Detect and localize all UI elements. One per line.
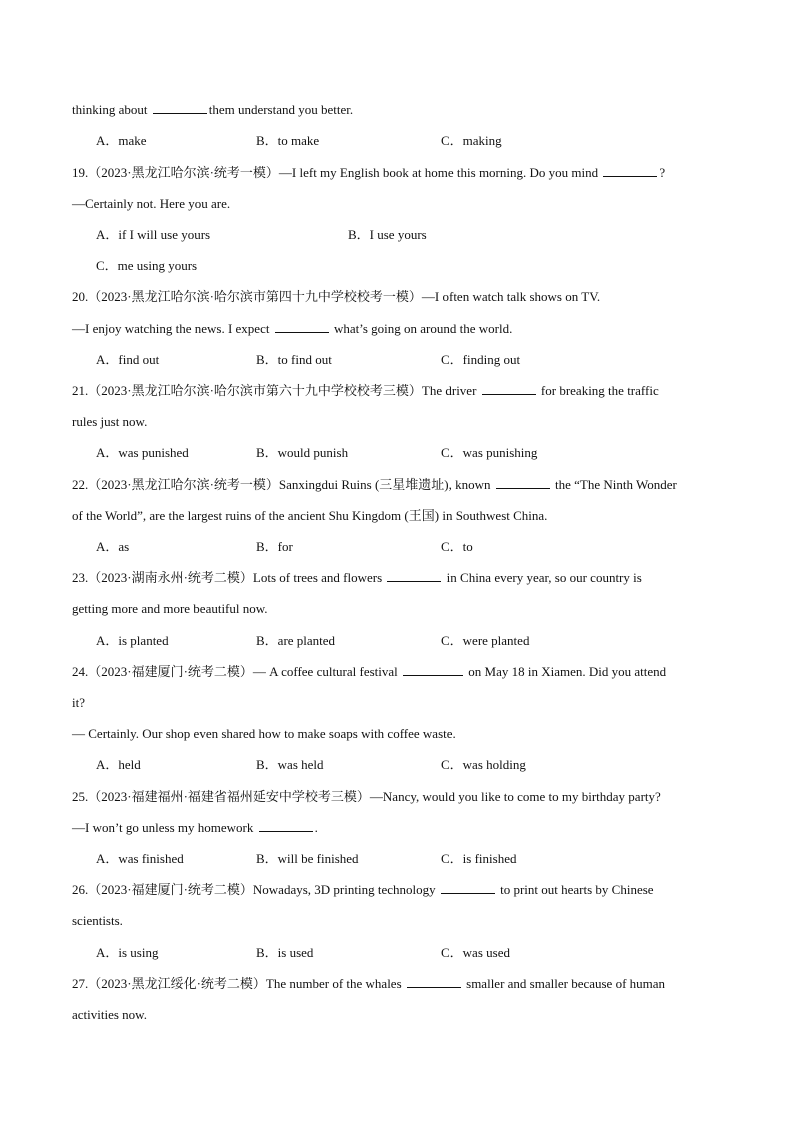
option-26-c: C．was used — [441, 945, 510, 960]
answer-blank — [407, 986, 461, 988]
question-23-line-2: getting more and more beautiful now. — [72, 601, 268, 616]
option-26-b: B．is used — [256, 945, 314, 960]
option-18-c: C．making — [441, 133, 502, 148]
question-26-line-1: 26.（2023·福建厦门·统考二模）Nowadays, 3D printing technology to print out hearts by Chinese — [72, 882, 654, 897]
option-19-c: C．me using yours — [96, 258, 198, 273]
option-25-a: A．was finished — [96, 851, 184, 866]
answer-blank — [496, 487, 550, 489]
option-25-c: C．is finished — [441, 851, 517, 866]
question-27-line-1: 27.（2023·黑龙江绥化·统考二模）The number of the whales smaller and smaller because of human — [72, 976, 666, 991]
option-18-b: B．to make — [256, 133, 320, 148]
question-24-line-3: — Certainly. Our shop even shared how to make soaps with coffee waste. — [72, 726, 456, 741]
option-22-b: B．for — [256, 539, 293, 554]
option-19-a: A．if I will use yours — [96, 227, 211, 242]
answer-blank — [387, 580, 441, 582]
option-22-a: A．as — [96, 539, 130, 554]
question-25-line-1: 25.（2023·福建福州·福建省福州延安中学校考三模）—Nancy, would you like to come to my birthday party? — [72, 789, 661, 804]
question-21-line-2: rules just now. — [72, 414, 148, 429]
question-22-line-1: 22.（2023·黑龙江哈尔滨·统考一模）Sanxingdui Ruins (三星堆遗址), known the “The Ninth Wonder — [72, 477, 677, 492]
option-22-c: C．to — [441, 539, 473, 554]
option-23-a: A．is planted — [96, 633, 169, 648]
question-27-line-2: activities now. — [72, 1007, 147, 1022]
question-26-line-2: scientists. — [72, 913, 123, 928]
question-25-line-2: —I won’t go unless my homework . — [72, 820, 318, 835]
option-23-c: C．were planted — [441, 633, 530, 648]
question-24-line-2: it? — [72, 695, 85, 710]
answer-blank — [603, 175, 657, 177]
option-21-c: C．was punishing — [441, 445, 538, 460]
question-19-line-1: 19.（2023·黑龙江哈尔滨·统考一模）—I left my English book at home this morning. Do you mind ? — [72, 165, 666, 180]
option-20-a: A．find out — [96, 352, 160, 367]
answer-blank — [275, 331, 329, 333]
answer-blank — [403, 674, 463, 676]
question-24-line-1: 24.（2023·福建厦门·统考二模）— A coffee cultural festival on May 18 in Xiamen. Did you attend — [72, 664, 667, 679]
question-19-line-2: —Certainly not. Here you are. — [72, 196, 231, 211]
option-24-b: B．was held — [256, 757, 324, 772]
question-18-continuation: thinking about them understand you better. — [72, 102, 354, 117]
option-19-b: B．I use yours — [348, 227, 427, 242]
option-21-b: B．would punish — [256, 445, 349, 460]
option-20-b: B．to find out — [256, 352, 332, 367]
option-24-c: C．was holding — [441, 757, 526, 772]
question-22-line-2: of the World”, are the largest ruins of the ancient Shu Kingdom (王国) in Southwest China. — [72, 508, 548, 523]
option-24-a: A．held — [96, 757, 141, 772]
question-20-line-2: —I enjoy watching the news. I expect what’s going on around the world. — [72, 321, 513, 336]
question-21-line-1: 21.（2023·黑龙江哈尔滨·哈尔滨市第六十九中学校校考三模）The driver for breaking the traffic — [72, 383, 659, 398]
option-21-a: A．was punished — [96, 445, 189, 460]
answer-blank — [482, 393, 536, 395]
question-23-line-1: 23.（2023·湖南永州·统考二模）Lots of trees and flowers in China every year, so our country is — [72, 570, 642, 585]
option-18-a: A．make — [96, 133, 147, 148]
option-20-c: C．finding out — [441, 352, 521, 367]
option-25-b: B．will be finished — [256, 851, 359, 866]
answer-blank — [259, 830, 313, 832]
question-20-line-1: 20.（2023·黑龙江哈尔滨·哈尔滨市第四十九中学校校考一模）—I often watch talk shows on TV. — [72, 289, 601, 304]
answer-blank — [441, 892, 495, 894]
option-23-b: B．are planted — [256, 633, 336, 648]
option-26-a: A．is using — [96, 945, 159, 960]
answer-blank — [153, 112, 207, 114]
